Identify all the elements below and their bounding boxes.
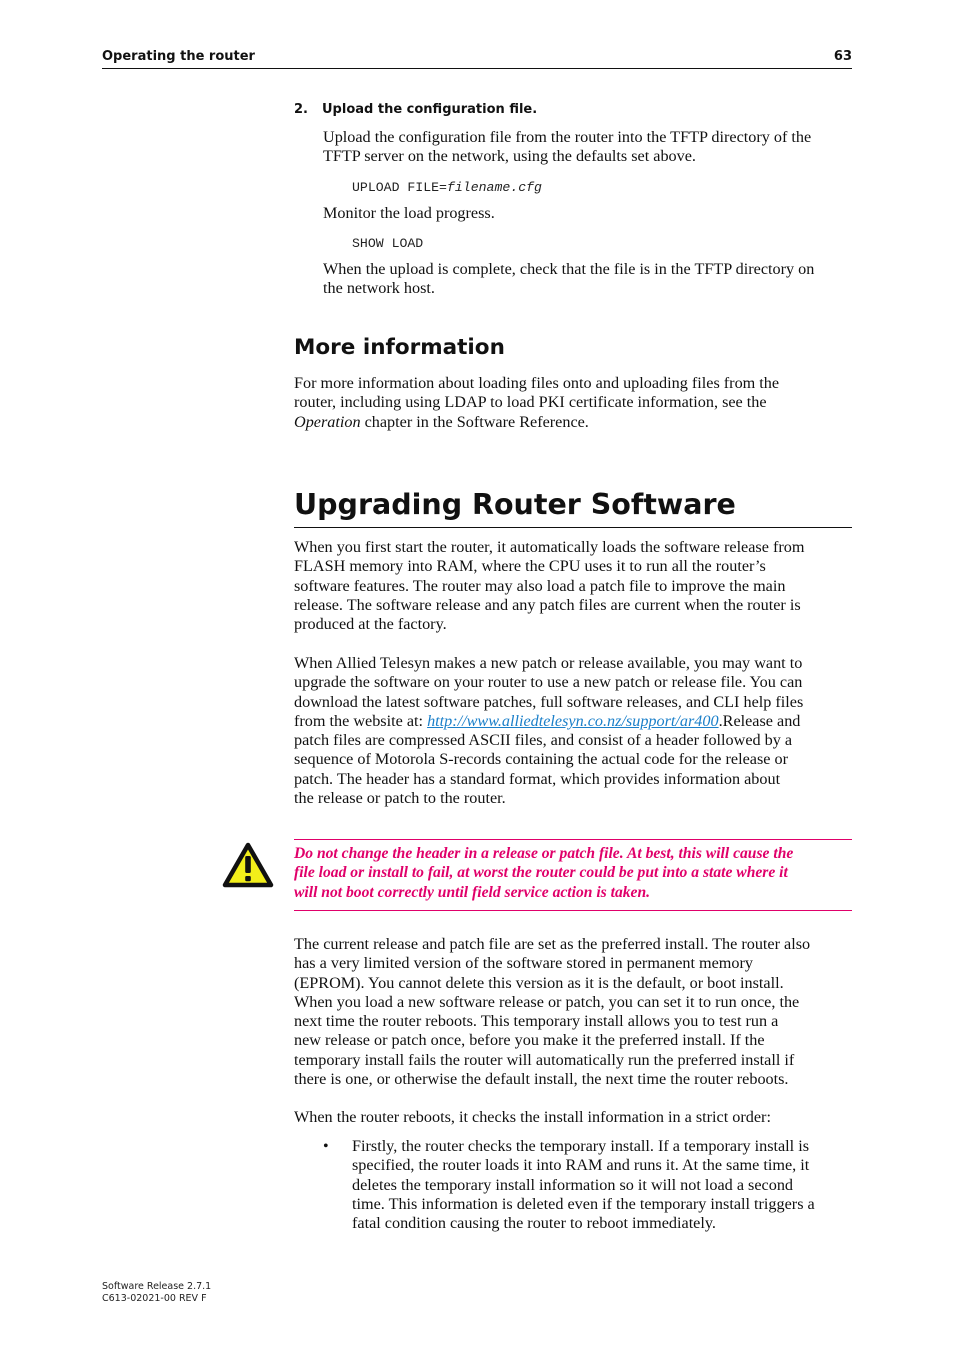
text-line: file load or install to fail, at worst the router could be put into a state where it bbox=[294, 864, 788, 882]
text-line: there is one, or otherwise the default install, the next time the router reboots. bbox=[294, 1070, 789, 1089]
bullet-marker: • bbox=[323, 1138, 329, 1155]
text-line: the network host. bbox=[323, 279, 435, 298]
step-2-title bbox=[294, 102, 537, 117]
text-line: upgrade the software on your router to use a new patch or release file. You can bbox=[294, 673, 803, 692]
footer-release: Software Release 2.7.1 bbox=[102, 1281, 212, 1292]
text-line: Do not change the header in a release or patch file. At best, this will cause the bbox=[294, 845, 794, 862]
running-header bbox=[102, 47, 852, 69]
text-line: specified, the router loads it into RAM and runs it. At the same time, it bbox=[352, 1156, 810, 1175]
more-information-heading: More information bbox=[294, 335, 505, 360]
text-line: time. This information is deleted even if the temporary install triggers a bbox=[352, 1194, 815, 1213]
header-section-title: Operating the router bbox=[102, 49, 255, 64]
text-line: When you load a new software release or patch, you can set it to run once, the bbox=[294, 992, 800, 1011]
step-2-paragraph-2: Monitor the load progress. bbox=[323, 204, 495, 222]
text-line: temporary install fails the router will automatically run the preferred install if bbox=[294, 1050, 795, 1069]
text-line: deletes the temporary install information so it will not load a second bbox=[352, 1175, 794, 1194]
show-load-command: SHOW LOAD bbox=[352, 236, 424, 251]
text-line: (EPROM). You cannot delete this version as it is the default, or boot install. bbox=[294, 973, 784, 992]
text-line: patch. The header has a standard format, which provides information about bbox=[294, 769, 781, 788]
chapter-name: Operation bbox=[294, 412, 361, 431]
upgrading-paragraph-1 bbox=[294, 538, 804, 634]
section-heading bbox=[294, 488, 852, 528]
text-line: fatal condition causing the router to reboot immediately. bbox=[352, 1214, 716, 1233]
upgrading-paragraph-4: When the router reboots, it checks the install information in a strict order: bbox=[294, 1108, 771, 1126]
text-line: For more information about loading files onto and uploading files from the bbox=[294, 374, 780, 392]
text-line: software features. The router may also load a patch file to improve the main bbox=[294, 576, 786, 595]
text-fragment: from the website at: bbox=[294, 711, 428, 730]
upload-command bbox=[352, 178, 542, 197]
text-line: TFTP server on the network, using the defaults set above. bbox=[323, 147, 696, 166]
section-heading-text: Upgrading Router Software bbox=[294, 488, 736, 521]
support-website-link[interactable]: http://www.alliedtelesyn.co.nz/support/ar400 bbox=[427, 711, 719, 730]
text-line: new release or patch once, before you make it the preferred install. If the bbox=[294, 1031, 765, 1050]
text-line: The current release and patch file are set as the preferred install. The router also bbox=[294, 935, 811, 953]
text-line: download the latest software patches, full software releases, and CLI help files bbox=[294, 692, 804, 711]
text-line: release. The software release and any patch files are current when the router is bbox=[294, 595, 801, 614]
text-line: When the upload is complete, check that the file is in the TFTP directory on bbox=[323, 260, 815, 278]
text-fragment: chapter in the Software Reference. bbox=[360, 412, 589, 431]
text-line: FLASH memory into RAM, where the CPU uses it to run all the router’s bbox=[294, 557, 766, 576]
step-2-paragraph-1 bbox=[323, 128, 811, 167]
text-line bbox=[294, 712, 803, 731]
header-page-number: 63 bbox=[833, 49, 852, 64]
text-line: router, including using LDAP to load PKI certificate information, see the bbox=[294, 393, 767, 412]
text-line: patch files are compressed ASCII files, and consist of a header followed by a bbox=[294, 731, 793, 750]
text-line: produced at the factory. bbox=[294, 615, 447, 634]
step-title-text: Upload the configuration file. bbox=[322, 102, 538, 117]
command-argument: filename.cfg bbox=[446, 180, 542, 195]
text-line: has a very limited version of the software stored in permanent memory bbox=[294, 954, 753, 973]
step-number: 2. bbox=[294, 102, 308, 117]
more-information-paragraph bbox=[294, 374, 779, 432]
text-line: Upload the configuration file from the router into the TFTP directory of the bbox=[323, 128, 812, 146]
text-line: Firstly, the router checks the temporary install. If a temporary install is bbox=[352, 1137, 810, 1155]
text-line: sequence of Motorola S-records containing the actual code for the release or bbox=[294, 750, 788, 769]
text-line: will not boot correctly until field service action is taken. bbox=[294, 883, 651, 901]
step-2-paragraph-3 bbox=[323, 260, 814, 299]
text-line: the release or patch to the router. bbox=[294, 789, 506, 808]
warning-box bbox=[294, 839, 852, 911]
bullet-item bbox=[352, 1137, 815, 1233]
text-line bbox=[294, 413, 779, 432]
command-keyword: UPLOAD FILE= bbox=[352, 180, 447, 195]
page-footer bbox=[102, 1281, 211, 1304]
warning-text bbox=[294, 844, 852, 902]
footer-document-code: C613-02021-00 REV F bbox=[102, 1292, 207, 1304]
text-line: next time the router reboots. This temporary install allows you to test run a bbox=[294, 1012, 779, 1031]
text-line: When you first start the router, it automatically loads the software release from bbox=[294, 538, 805, 556]
warning-icon bbox=[222, 842, 274, 888]
text-fragment: .Release and bbox=[718, 711, 801, 730]
upgrading-paragraph-2 bbox=[294, 654, 803, 808]
text-line: When Allied Telesyn makes a new patch or release available, you may want to bbox=[294, 654, 803, 672]
upgrading-paragraph-3 bbox=[294, 935, 810, 1089]
